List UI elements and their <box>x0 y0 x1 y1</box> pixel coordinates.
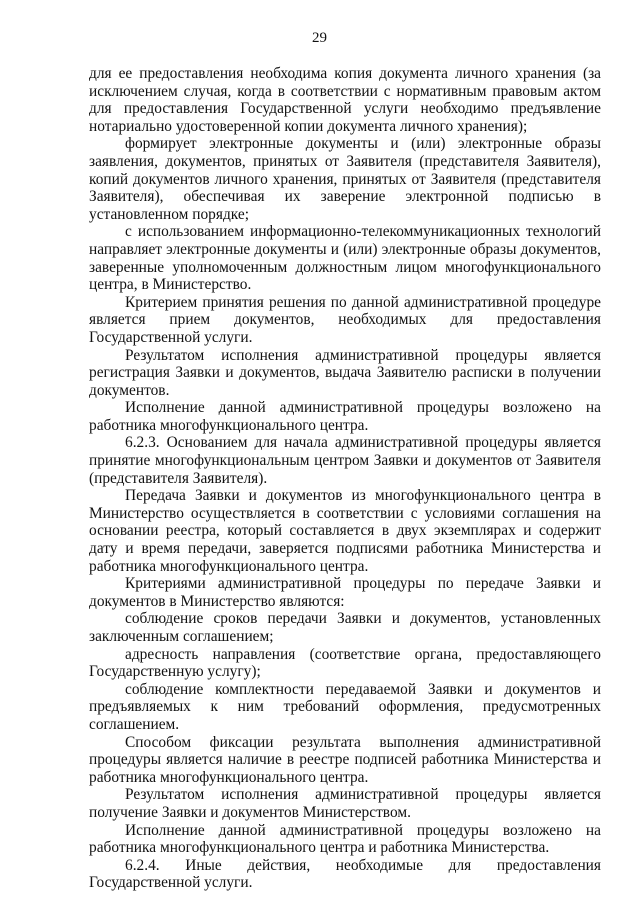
paragraph: формирует электронные документы и (или) электронные образы заявления, документов, принятых от Заявителя (представителя Заявителя), копий документов личного хранения, принятых от Заявителя (представителя Заявителя), обеспечивая их заверение электронной подписью в установленном порядке; <box>89 135 601 223</box>
paragraph: соблюдение сроков передачи Заявки и документов, установленных заключенным соглашением; <box>89 610 601 645</box>
paragraph: адресность направления (соответствие органа, предоставляющего Государственную услугу); <box>89 645 601 681</box>
paragraph: Исполнение данной административной процедуры возложено на работника многофункционального центра и работника Министерства. <box>89 821 601 857</box>
paragraph: Исполнение данной административной процедуры возложено на работника многофункционального центра. <box>89 399 601 434</box>
document-body <box>89 65 601 892</box>
paragraph: Результатом исполнения административной процедуры является получение Заявки и документов Министерством. <box>89 786 601 821</box>
paragraph: с использованием информационно-телекоммуникационных технологий направляет электронные документы и (или) электронные образы документов, заверенные уполномоченным должностным лицом многофункционального центра, в Министерство. <box>89 223 601 294</box>
paragraph: Передача Заявки и документов из многофункционального центра в Министерство осуществляется в соответствии с условиями соглашения на основании реестра, который составляется в двух экземплярах и содержит дату и время передачи, заверяется подписями работника Министерства и работника многофункционального центра. <box>89 487 601 575</box>
paragraph: Критериями административной процедуры по передаче Заявки и документов в Министерство являются: <box>89 575 601 610</box>
page-number: 29 <box>312 30 327 46</box>
paragraph: Способом фиксации результата выполнения административной процедуры является наличие в реестре подписей работника Министерства и работника многофункционального центра. <box>89 733 601 786</box>
paragraph: Критерием принятия решения по данной административной процедуре является прием документов, необходимых для предоставления Государственной услуги. <box>89 293 601 346</box>
paragraph: Результатом исполнения административной процедуры является регистрация Заявки и документов, выдача Заявителю расписки в получении документов. <box>89 346 601 399</box>
paragraph: 6.2.4. Иные действия, необходимые для предоставления Государственной услуги. <box>89 856 601 892</box>
paragraph: для ее предоставления необходима копия документа личного хранения (за исключением случая, когда в соответствии с нормативным правовым актом для предоставления Государственной услуги необходимо предъявление нотариально удостоверенной копии документа личного хранения); <box>89 65 601 135</box>
paragraph: соблюдение комплектности передаваемой Заявки и документов и предъявляемых к ним требований оформления, предусмотренных соглашением. <box>89 680 601 733</box>
paragraph: 6.2.3. Основанием для начала административной процедуры является принятие многофункциональным центром Заявки и документов от Заявителя (представителя Заявителя). <box>89 434 601 487</box>
